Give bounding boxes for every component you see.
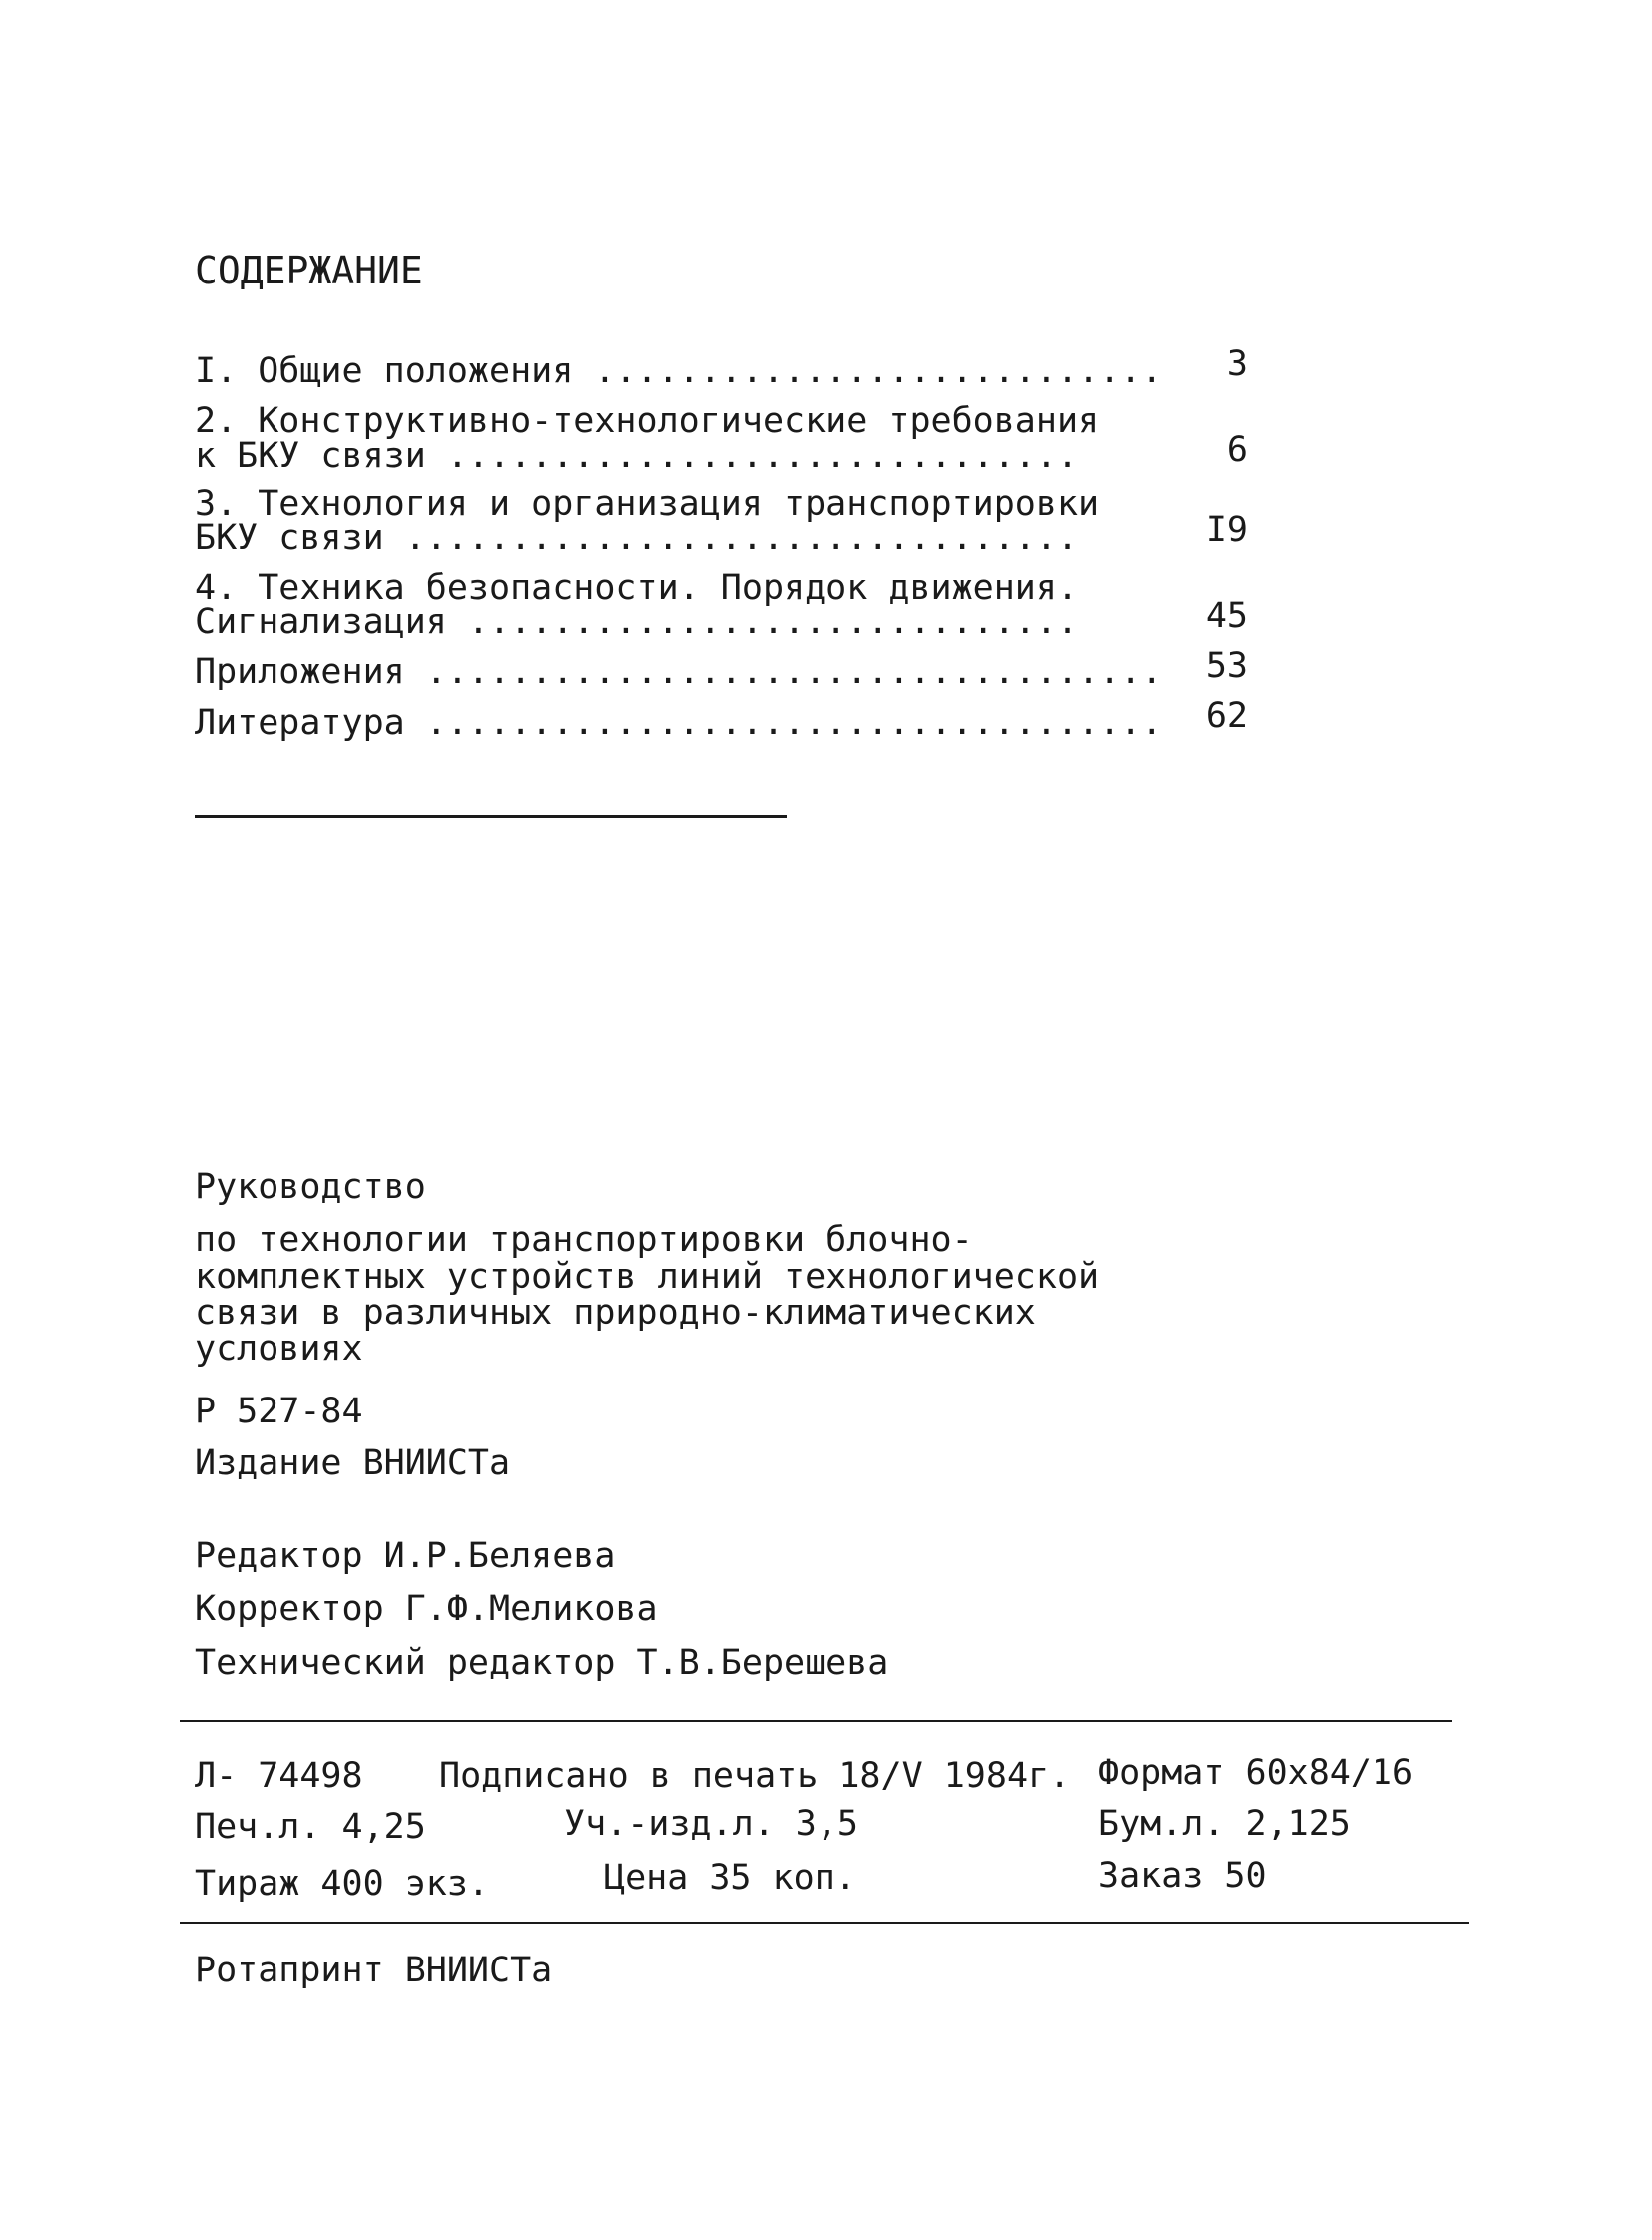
- contents-entry-4-page: 45: [1205, 596, 1248, 636]
- imprint-tech-editor: Технический редактор Т.В.Берешева: [195, 1643, 889, 1683]
- imprint-title: Руководство: [195, 1167, 426, 1207]
- print-signed: Подписано в печать 18/V 1984г.: [439, 1756, 1071, 1796]
- imprint-code: Р 527-84: [195, 1392, 363, 1431]
- contents-entry-6-line-1: Литература ...................................: [195, 703, 1163, 743]
- print-order: Заказ 50: [1098, 1856, 1267, 1896]
- imprint-subtitle-line-2: комплектных устройств линий технологической: [195, 1257, 1100, 1297]
- contents-entry-2-page: 6: [1226, 430, 1248, 470]
- print-price: Цена 35 коп.: [604, 1858, 856, 1898]
- contents-title: СОДЕРЖАНИЕ: [195, 249, 423, 292]
- print-printer: Ротапринт ВНИИСТа: [195, 1951, 553, 1990]
- contents-entry-2-line-2: к БКУ связи ..............................: [195, 436, 1079, 476]
- contents-entry-4-line-2: Сигнализация .............................: [195, 602, 1079, 642]
- contents-entry-4-line-1: 4. Техника безопасности. Порядок движения.: [195, 568, 1079, 608]
- contents-entry-3-page: I9: [1205, 510, 1248, 550]
- imprint-subtitle-line-1: по технологии транспортировки блочно-: [195, 1220, 973, 1260]
- contents-entry-5-page: 53: [1205, 646, 1248, 686]
- print-license: Л- 74498: [195, 1756, 363, 1796]
- imprint-subtitle-line-4: условиях: [195, 1329, 363, 1369]
- imprint-corrector: Корректор Г.Ф.Меликова: [195, 1589, 658, 1629]
- imprint-subtitle-line-3: связи в различных природно-климатических: [195, 1293, 1036, 1333]
- imprint-editor: Редактор И.Р.Беляева: [195, 1536, 616, 1576]
- contents-entry-6-page: 62: [1205, 696, 1248, 736]
- imprint-edition: Издание ВНИИСТа: [195, 1443, 511, 1483]
- print-format: Формат 60х84/16: [1098, 1753, 1414, 1793]
- contents-entry-2-line-1: 2. Конструктивно-технологические требования: [195, 401, 1100, 441]
- print-data-bottom-rule: [180, 1922, 1469, 1924]
- contents-separator: [195, 815, 787, 818]
- contents-entry-3-line-2: БКУ связи ................................: [195, 518, 1079, 558]
- contents-entry-1-page: 3: [1226, 344, 1248, 384]
- contents-entry-1-line-1: I. Общие положения ...........................: [195, 351, 1163, 391]
- print-copies: Тираж 400 экз.: [195, 1864, 490, 1904]
- print-data-top-rule: [180, 1720, 1452, 1722]
- contents-entry-5-line-1: Приложения ...................................: [195, 652, 1163, 692]
- contents-entry-3-line-1: 3. Технология и организация транспортировки: [195, 484, 1100, 524]
- print-paper: Бум.л. 2,125: [1098, 1804, 1351, 1844]
- print-sheets: Печ.л. 4,25: [195, 1807, 426, 1847]
- print-edit-sheets: Уч.-изд.л. 3,5: [564, 1804, 859, 1844]
